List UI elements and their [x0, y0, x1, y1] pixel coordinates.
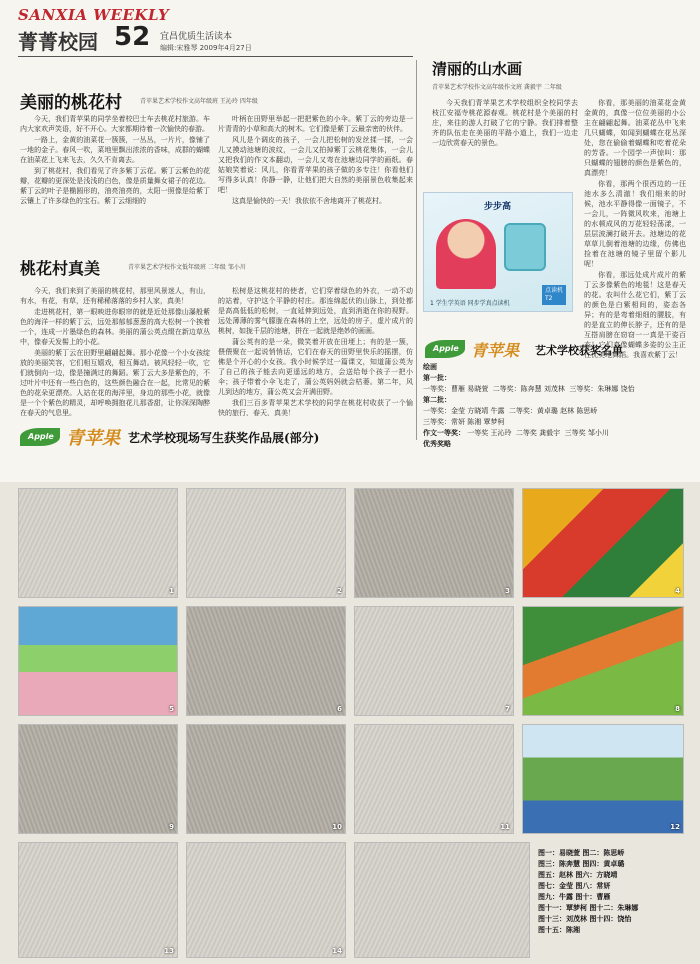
artwork-6 [186, 606, 346, 716]
ad-badge-line: 点读机 [544, 287, 563, 294]
award-group: 一等奖：金莹 方晓靖 牛露 [423, 407, 505, 415]
award-category: 第一批： [423, 374, 451, 382]
ad-logo: 步步高 [484, 202, 512, 212]
article2-title: 桃花村真美 [20, 259, 101, 278]
artwork-5 [18, 606, 178, 716]
award-row [423, 384, 685, 395]
article2-col1 [20, 286, 210, 416]
leaf-text: Apple [433, 344, 459, 353]
credit-line: 图十三：刘茂林 图十四：饶怡 [538, 915, 632, 923]
article1-paragraph: 今天，我们青苹果的同学坐着校巴士车去桃花村旅游。车内大家欢声笑语，好不开心。大家都期待着一次愉快的春游。 [20, 115, 210, 133]
artwork-number: 4 [675, 587, 680, 595]
artwork-credits [538, 848, 688, 936]
publication-subtitle: 宜昌优质生活读本 [160, 32, 233, 42]
article2-paragraph: 松树是这桃花村的使者，它们穿着绿色的外衣，一动不动的站着，守护这个平静的村庄。那连绵起伏的山脉上，到处都是高高低低的松树，一直延伸到远处，直到消逝在你的视野。远处薄薄的雾气朦胧在森林的上空，远处的房子，虚片成片的桃树，如拢千层的池塘，拼在一起就是绝妙的画画。 [218, 287, 413, 335]
masthead-rule [18, 56, 413, 57]
artwork-number: 7 [505, 705, 510, 713]
credit-line: 图十五：陈湘 [538, 926, 580, 934]
awards-banner [425, 338, 687, 362]
award-group: 二等奖 龚毅宇 [515, 429, 561, 437]
article2-byline: 青苹果艺术学校作文低年级班 二年级 邹小川 [128, 264, 246, 271]
article1-title: 美丽的桃花村 [20, 93, 122, 113]
article1-col1 [20, 114, 210, 226]
artwork-12 [522, 724, 684, 834]
artwork-number: 13 [164, 947, 174, 955]
page-number: 52 [114, 22, 151, 52]
artwork-number: 10 [332, 823, 342, 831]
column-divider [416, 60, 417, 440]
artwork-number: 2 [337, 587, 342, 595]
credit-line: 图九：牛露 图十：曹雁 [538, 893, 611, 901]
article1-paragraph: 风儿是个调皮的孩子，一会儿把松树的发丝揉一揉，一会儿又摸动池塘的波纹，一会儿又拍掉紫丁云桃花集体，一会儿又把我们的作文本翻动，一会儿又弯在池塘边同学的画纸。春姑娘笑着说：风儿，你看青苹果的孩子做的多专注！你看他们写得多认真！你静一静，让他们把大自然的美丽景色收集起来吧！ [218, 136, 413, 194]
article2-col2 [218, 286, 413, 416]
award-category: 作文一等奖： [423, 429, 465, 437]
artwork-10 [186, 724, 346, 834]
artwork-number: 14 [332, 947, 342, 955]
article1-paragraph: 一路上，金黄的油菜花一簇簇，一丛丛，一片片，像铺了一地的金子。春风一吹，菜地里飘出浓浓的香味，成群的蝴蝶在油菜花上飞来飞去，久久不肯离去。 [20, 136, 210, 164]
exhibit-title: 艺术学校现场写生获奖作品展(部分) [128, 431, 320, 445]
awards-brand: 青苹果 [471, 341, 520, 360]
award-category: 第二批： [423, 396, 451, 404]
artwork-2 [186, 488, 346, 598]
girl-illustration [436, 219, 496, 289]
award-row [423, 428, 685, 439]
ad-badge [542, 285, 566, 305]
award-category: 优秀奖略 [423, 440, 451, 448]
artwork-14 [186, 842, 346, 958]
advertisement [423, 192, 573, 312]
ad-badge-line: T2 [544, 295, 553, 302]
artwork-7 [354, 606, 514, 716]
article2-paragraph: 我们三百多青苹果艺术学校的同学在桃花村收获了一个愉快的旅行，春天，真美！ [218, 399, 413, 416]
article3-byline: 青苹果艺术学校作文高年级作文班 龚毅宇 二年级 [432, 84, 562, 91]
artwork-number: 12 [670, 823, 680, 831]
credit-line: 图五：赵林 图六：方晓靖 [538, 871, 618, 879]
masthead [18, 6, 678, 56]
credit-line: 图一：易晓萱 图二：陈思峤 [538, 849, 625, 857]
ad-slogan: 1 学生学英语 同步学真点读机 [430, 300, 510, 307]
article1-paragraph: 到了桃花村，我们看见了许多紫丁云花。紫丁云紫色的花瓣，花瓣的更深处是浅浅的白色，像是质量舞女裙子的花边。紫丁云的叶子是椭圆形的，油亮油亮的，太阳一照像是给紫丁云镶上了许多绿色的宝石。紫丁云细细的 [20, 167, 210, 205]
credit-line: 图十一：覃梦柯 图十二：朱琳娜 [538, 904, 639, 912]
artwork-15 [354, 842, 530, 958]
artwork-1 [18, 488, 178, 598]
awards-list [423, 362, 685, 482]
artwork-13 [18, 842, 178, 958]
award-group: 二等奖：陈奔慧 刘茂林 [492, 385, 565, 393]
award-group: 三等奖：常妍 陈湘 覃梦柯 [423, 418, 505, 426]
leaf-text: Apple [28, 432, 54, 441]
artwork-number: 9 [169, 823, 174, 831]
award-group: 二等奖：黄卓璐 赵林 陈思峤 [508, 407, 598, 415]
reader-device-illustration [504, 223, 546, 271]
article3-title: 清丽的山水画 [432, 60, 523, 78]
award-group: 三等奖：朱琳娜 饶怡 [569, 385, 635, 393]
award-group: 三等奖 邹小川 [564, 429, 609, 437]
award-category: 绘画 [423, 363, 437, 371]
article1-paragraph: 这真是愉快的一天！我依依不舍地离开了桃花村。 [232, 197, 386, 205]
exhibit-banner [20, 424, 420, 450]
artwork-number: 6 [337, 705, 342, 713]
award-row [423, 417, 685, 428]
article3-paragraph: 你看，那美丽的油菜花金黄金黄的，真像一位位美丽的小公主在翩翩起舞。油菜花丛中飞来几只蝴蝶，如闻到蝴蝶在花丛深处，您在偷偷着蝴蝶和吃着花朵的芳香。一个园学一声惊叫：那只蝴蝶的翅膀的颜色是紫色的，真漂亮！ [584, 99, 686, 177]
artwork-3 [354, 488, 514, 598]
award-group: 一等奖 王沁玲 [467, 429, 512, 437]
article2-paragraph: 蒲公英有的是一朵，微笑着开放在田埂上；有的是一簇，偎偎聚在一起说悄悄话，它们在春天的田野里快乐的摇摆，仿佛是个开心的小女孩。我小时候学过一篇课文，知道蒲公英为了自己的孩子能去向更遥远的地方，会送给每个孩子一把小伞；孩子带着小伞飞走了，蒲公英妈妈就会枯萎。第二年，风儿到达的地方，蒲公英又会开满田野。 [218, 338, 413, 396]
award-group: 一等奖：曹雁 易晓萱 [423, 385, 489, 393]
artwork-9 [18, 724, 178, 834]
article3-paragraph: 今天我们青苹果艺术学校组织全校同学去枝江安福寺桃花源春观。桃花村是个美丽的村庄，来往的游人打破了它的宁静。我们排着整齐的队伍走在美丽的平路小道上，我们一边走一边欣赏春天的景色。 [432, 99, 578, 147]
artwork-4 [522, 488, 684, 598]
artwork-number: 1 [169, 587, 174, 595]
article2-paragraph: 美丽的紫丁云在田野里翩翩起舞。那小花像一个小女孩绽放的美丽笑容，它们相互嬉戏，相互舞动。被风轻轻一吹，它们就倒向一边，像是撞满过的舞蹈。紫丁云大多是紫色的，不过叶片中还有一些白色的，这些颜色融合在一起，比常见的紫色的花朵更漂亮。人站在花的海洋里，身边的那些小花，就像是一个个紫色的精灵，却呼唤拥抱花儿那香甜，让你深深陶醉在春天的气息里。 [20, 349, 210, 416]
editor-date: 编辑:宋雅琴 2009年4月27日 [160, 44, 252, 52]
article3-col2 [584, 98, 686, 360]
article2-paragraph: 今天，我们来到了美丽的桃花村，那里风景迷人，有山，有水，有花，有草，还有稀稀落落的乡村人家，真美！ [20, 287, 210, 305]
article1-byline: 青苹果艺术学校作文高年级班 王沁玲 四年级 [140, 98, 258, 105]
awards-title: 艺术学校获奖名单 [535, 344, 623, 357]
award-row [423, 406, 685, 417]
section-title: 菁菁校园 [18, 30, 98, 54]
article3-col1 [432, 98, 578, 190]
exhibit-brand: 青苹果 [66, 428, 120, 449]
article1-col2 [218, 114, 413, 226]
credit-line: 图七：金莹 图八：常妍 [538, 882, 611, 890]
article3-paragraph: 你看，那远处成片成片的紫丁云多像紫色的地毯！这是春天的花。农叫什么花它们，紫丁云的颜色是白紫相间的，姿态各异；有的是弯着细细的腰肢，有的是直立的伸长脖子，还有的是互搭肩膀在窃窃一一真是干姿百态！它们真像蝴蝶多姿的公主正在优美地舞蹈。我喜欢紫丁云！ [584, 271, 686, 359]
artwork-number: 8 [675, 705, 680, 713]
artwork-11 [354, 724, 514, 834]
article2-paragraph: 走进桃花村，第一眼映进你眼帘的就是近处那像山瀑般紫色的海洋一样的紫丁云，远处那郁郁葱葱的高大松树一个挨着一个，连成一片墨绿色的森林。美丽的蒲公英点缀在新边草丛中，像春天发髻上的小花。 [20, 308, 210, 346]
artwork-number: 3 [505, 587, 510, 595]
article3-paragraph: 你看，那两个很西边的一汪池水多么清澈！我们细来的时候，池水平静得像一面镜子，不一会儿，一阵微风吹来，池塘上的水顿成风的万花轻轻荡漾，一层层波澜打破开去。池塘边的花草草儿倒着池塘的边缘，仿佛也捡着在池塘的镜子里留个影儿呢！ [584, 180, 686, 268]
article1-paragraph: 叶柄在田野里举起一把把紫色的小伞。紫丁云的旁边是一片青青的小草和高大的树木。它们像是紫丁云最亲密的伙伴。 [218, 115, 413, 133]
brand-name: SANXIA WEEKLY [18, 6, 170, 24]
artwork-number: 11 [500, 823, 510, 831]
artwork-8 [522, 606, 684, 716]
artwork-number: 5 [169, 705, 174, 713]
credit-line: 图三：陈奔慧 图四：黄卓璐 [538, 860, 625, 868]
